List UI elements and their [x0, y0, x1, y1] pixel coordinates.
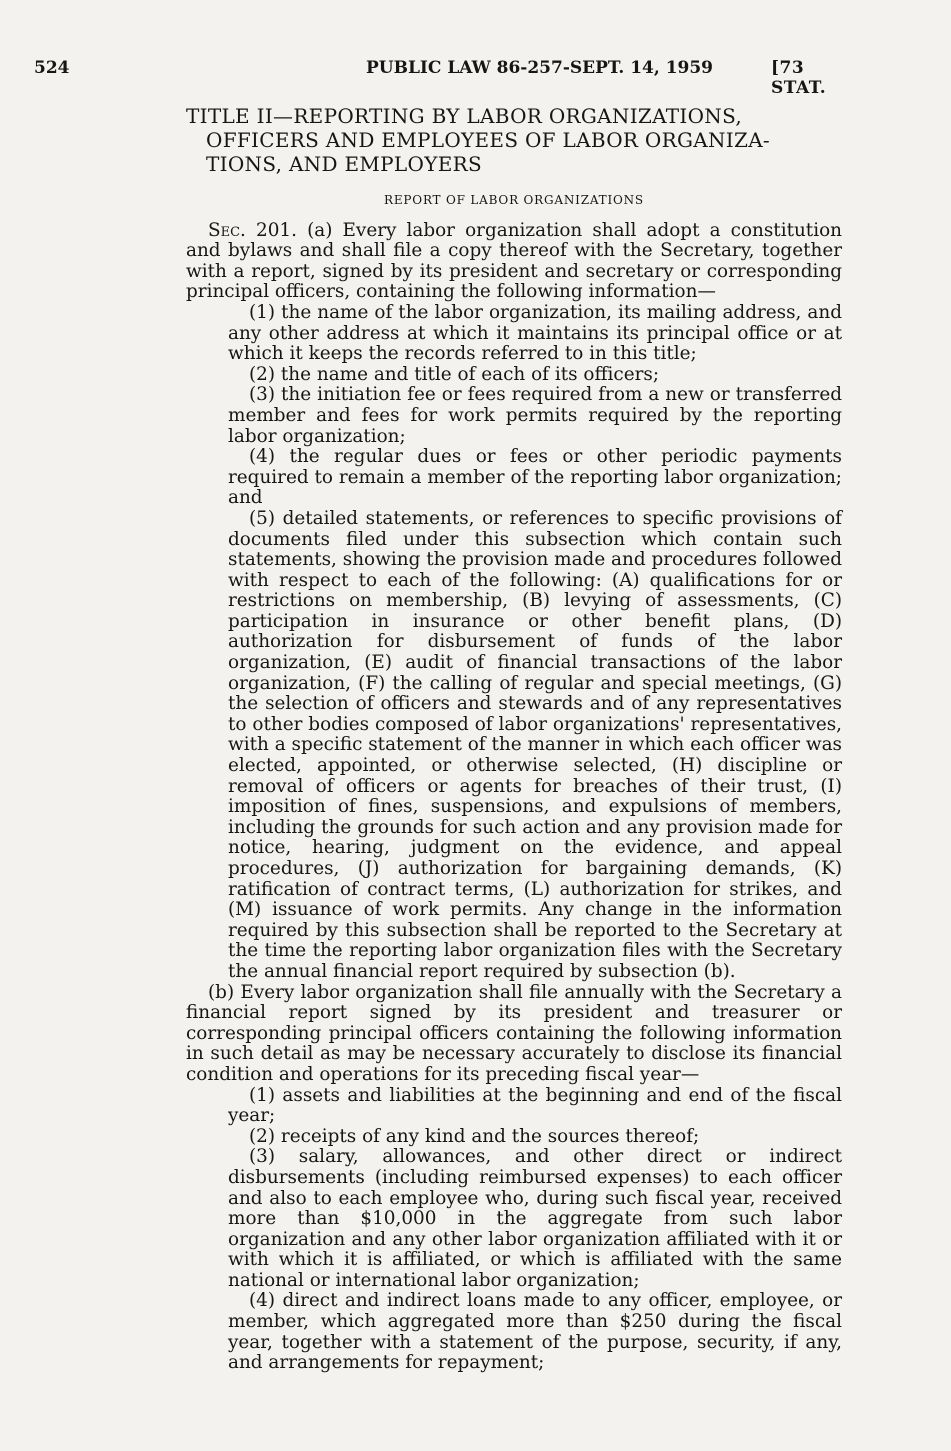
page-body	[186, 104, 842, 1374]
a-item-2: (2) the name and title of each of its officers;	[249, 363, 660, 385]
page-number: 524	[34, 58, 70, 78]
subsection-a-text: (a) Every labor organization shall adopt a constitution and bylaws and shall file a copy thereof with the Secretary, together with a report, signed by its president and secretary or corresponding principal officers, containing the following information—	[186, 219, 842, 303]
page-header	[34, 58, 864, 98]
statute-reference: [73 STAT.	[771, 58, 827, 98]
title-line: TIONS, AND EMPLOYERS	[206, 152, 482, 176]
section-label: Sec. 201.	[208, 219, 297, 241]
title-line: OFFICERS AND EMPLOYEES OF LABOR ORGANIZA-	[206, 128, 770, 152]
a-item-1: (1) the name of the labor organization, its mailing address, and any other address at which it maintains its principal office or at which it keeps the records referred to in this title;	[228, 301, 842, 365]
a-item-3: (3) the initiation fee or fees required from a new or transferred member and fees for work permits required by the reporting labor organization;	[228, 384, 842, 447]
b-item-2: (2) receipts of any kind and the sources thereof;	[249, 1125, 700, 1147]
subheading: REPORT OF LABOR ORGANIZATIONS	[384, 193, 644, 207]
b-item-4: (4) direct and indirect loans made to any officer, employee, or member, which aggregated more than $250 during the fiscal year, together with a statement of the purpose, security, if any, and arrangements for repayment;	[228, 1290, 842, 1374]
a-item-5: (5) detailed statements, or references to specific provisions of documents filed under this subsection which contain such statements, showing the provision made and procedures followed with respect to each of the following: (A) qualifications for or restrictions on membership, (B) levying of assessments, (C) participation in insurance or other benefit plans, (D) authorization for disbursement of funds of the labor organization, (E) audit of financial transactions of the labor organization, (F) the calling of regular and special meetings, (G) the selection of officers and stewards and of any representatives to other bodies composed of labor organizations' representatives, with a specific statement of the manner in which each officer was elected, appointed, or otherwise selected, (H) discipline or removal of officers or agents for breaches of their trust, (I) imposition of fines, suspensions, and expulsions of members, including the grounds for such action and any provision made for notice, hearing, judgment on the evidence, and appeal procedures, (J) authorization for bargaining demands, (K) ratification of contract terms, (L) authorization for strikes, and (M) issuance of work permits. Any change in the information required by this subsection shall be reported to the Secretary at the time the reporting labor organization files with the Secretary the annual financial report required by subsection (b).	[228, 507, 842, 982]
b-item-3: (3) salary, allowances, and other direct or indirect disbursements (including reimbursed expenses) to each officer and also to each employee who, during such fiscal year, received more than $10,000 in the aggregate from such labor organization and any other labor organization affiliated with it or with which it is affiliated, or which is affiliated with the same national or international labor organization;	[228, 1146, 842, 1291]
subsection-b-intro: (b) Every labor organization shall file annually with the Secretary a financial report signed by its president and treasurer or corresponding principal officers containing the following information in such detail as may be necessary accurately to disclose its financial condition and operations for its preceding fiscal year—	[186, 981, 842, 1085]
title-heading	[186, 104, 842, 176]
running-title: PUBLIC LAW 86-257-SEPT. 14, 1959	[366, 58, 714, 78]
a-item-4: (4) the regular dues or fees or other periodic payments required to remain a member of the reporting labor organization; and	[228, 446, 842, 509]
title-line: TITLE II—REPORTING BY LABOR ORGANIZATIONS,	[186, 104, 743, 128]
b-item-1: (1) assets and liabilities at the beginning and end of the fiscal year;	[228, 1084, 842, 1127]
section-201-a-intro	[186, 221, 842, 303]
